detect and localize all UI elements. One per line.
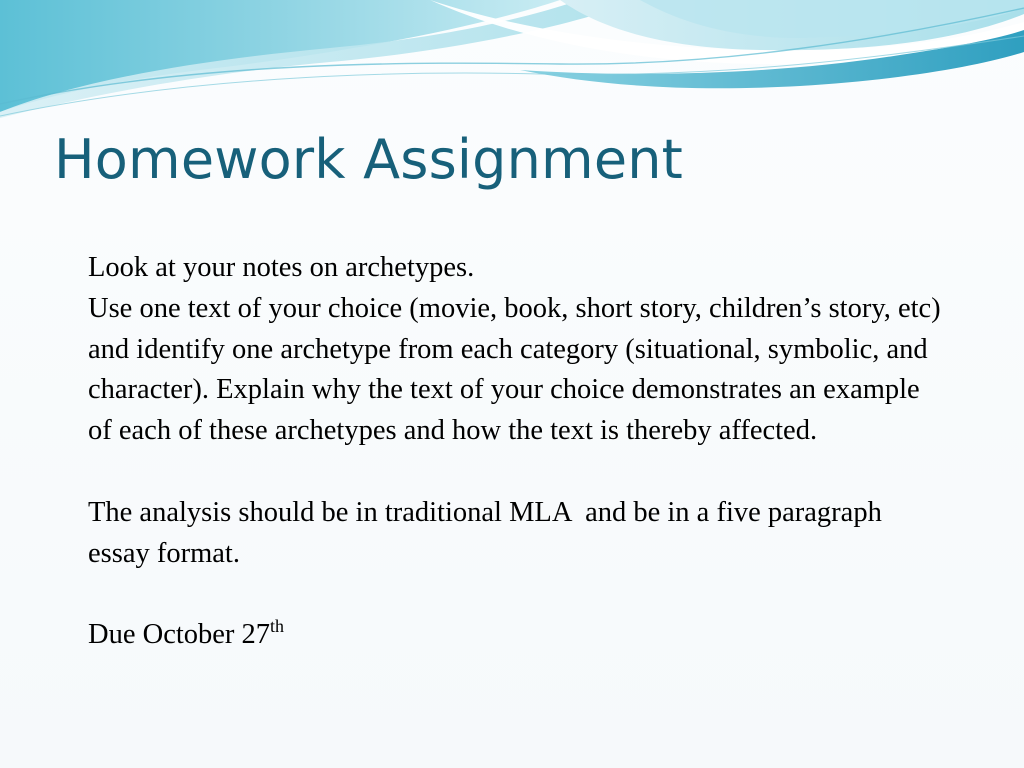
slide-body — [88, 248, 948, 656]
slide-title: Homework Assignment — [54, 128, 684, 191]
decorative-wave-banner — [0, 0, 1024, 130]
body-line-notes: Look at your notes on archetypes. — [88, 252, 475, 283]
body-paragraph-instructions: Use one text of your choice (movie, book, short story, children’s story, etc) and identify one archetype from each category (situational, symbolic, and character). Explain why the text of your choice demonstrates an example of each of these archetypes and how the text is thereby affected. — [88, 292, 948, 447]
due-date-suffix: th — [270, 616, 285, 637]
due-date-text: Due October 27 — [88, 619, 271, 651]
due-date — [88, 615, 948, 656]
spacer — [88, 574, 948, 615]
body-paragraph-format: The analysis should be in traditional MLA and be in a five paragraph essay format. — [88, 496, 889, 569]
spacer — [88, 452, 948, 493]
